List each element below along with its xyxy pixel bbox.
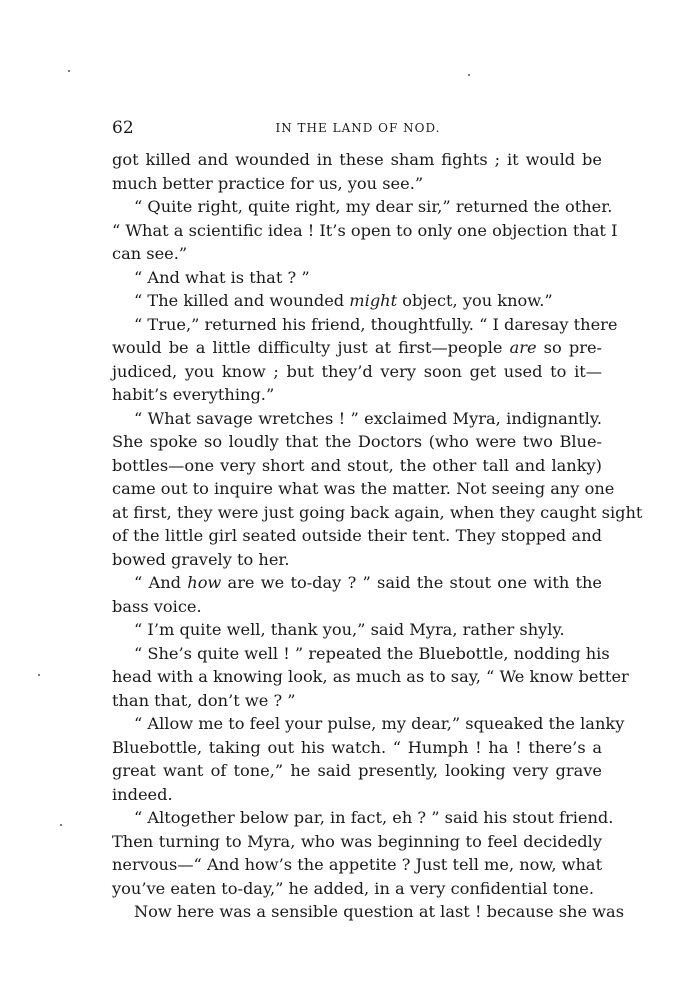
text-line: came out to inquire what was the matter. Not seeing any one xyxy=(112,479,615,498)
text-line: habit’s everything.” xyxy=(112,385,275,404)
text-line: “ Altogether below par, in fact, eh ? ” said his stout friend. xyxy=(134,808,614,827)
page-number: 62 xyxy=(112,118,134,138)
body-text xyxy=(112,148,643,924)
text-line: than that, don’t we ? ” xyxy=(112,690,296,710)
text-line: nervous—“ And how’s the appetite ? Just tell me, now, what xyxy=(112,855,603,874)
text-line: “ The killed and wounded might object, you know.” xyxy=(134,291,553,310)
text-line: “ Quite right, quite right, my dear sir,” returned the other. xyxy=(134,197,613,216)
paper-speck xyxy=(38,674,40,676)
text-line: “ True,” returned his friend, thoughtfully. “ I daresay there xyxy=(134,314,618,334)
paper-speck xyxy=(468,74,470,76)
text-line: indeed. xyxy=(112,784,173,804)
paper-speck xyxy=(68,70,70,72)
text-line: “ And how are we to-day ? ” said the stout one with the xyxy=(134,573,603,592)
text-line: much better practice for us, you see.” xyxy=(112,173,424,193)
text-line: “ What a scientific idea ! It’s open to only one objection that I xyxy=(112,220,618,240)
text-line: got killed and wounded in these sham fights ; it would be xyxy=(112,150,602,169)
page-header xyxy=(112,118,604,142)
text-line: you’ve eaten to-day,” he added, in a very confidential tone. xyxy=(112,878,595,898)
text-line: bass voice. xyxy=(112,596,202,616)
text-line: bottles—one very short and stout, the other tall and lanky) xyxy=(112,455,602,475)
text-line: great want of tone,” he said presently, looking very grave xyxy=(112,761,602,780)
text-line: judiced, you know ; but they’d very soon get used to it— xyxy=(112,361,602,381)
running-head: IN THE LAND OF NOD. xyxy=(275,121,441,135)
text-line: “ She’s quite well ! ” repeated the Bluebottle, nodding his xyxy=(134,643,610,663)
text-line: of the little girl seated outside their tent. They stopped and xyxy=(112,526,602,545)
text-line: bowed gravely to her. xyxy=(112,549,290,569)
paper-speck xyxy=(60,824,62,826)
text-line: Bluebottle, taking out his watch. “ Humph ! ha ! there’s a xyxy=(112,737,602,757)
text-line: “ Allow me to feel your pulse, my dear,” squeaked the lanky xyxy=(134,714,625,733)
text-line: would be a little difficulty just at first—people are so pre- xyxy=(112,338,602,357)
text-line: Then turning to Myra, who was beginning to feel decidedly xyxy=(112,831,602,851)
text-line: can see.” xyxy=(112,244,188,263)
text-line: head with a knowing look, as much as to say, “ We know better xyxy=(112,667,629,686)
text-line: “ I’m quite well, thank you,” said Myra, rather shyly. xyxy=(134,620,565,639)
text-line: “ What savage wretches ! ” exclaimed Myra, indignantly. xyxy=(134,408,602,428)
text-line: “ And what is that ? ” xyxy=(134,267,310,287)
text-line: She spoke so loudly that the Doctors (who were two Blue- xyxy=(112,432,602,451)
text-line: Now here was a sensible question at last ! because she was xyxy=(134,902,624,921)
text-line: at first, they were just going back again, when they caught sight xyxy=(112,502,643,522)
